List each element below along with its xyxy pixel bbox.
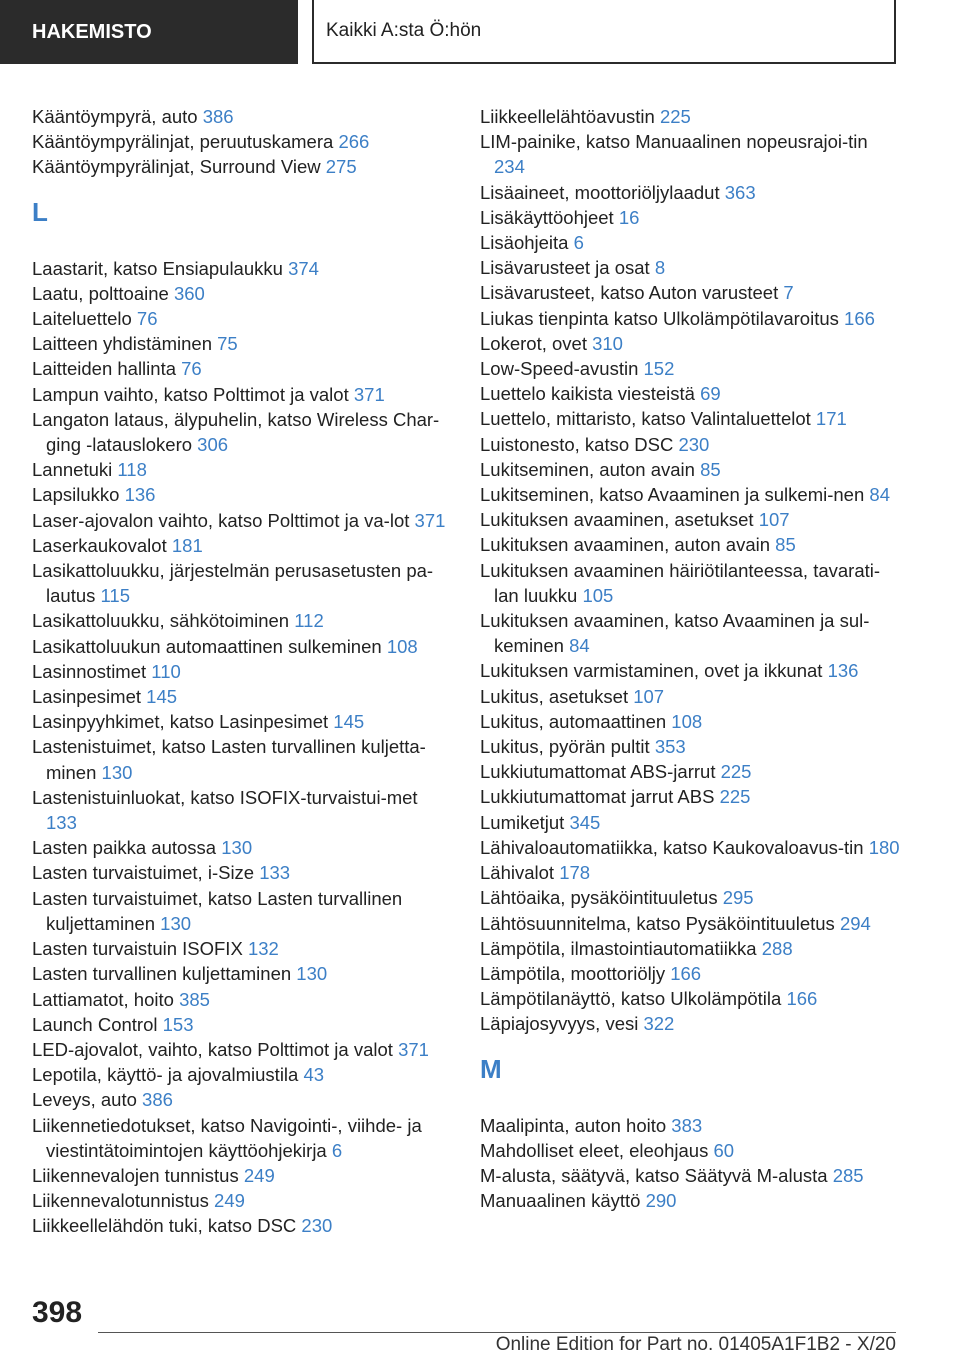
entry-text: M-alusta, säätyvä, katso Säätyvä M-alusta (480, 1164, 828, 1186)
page-link[interactable]: 108 (671, 710, 703, 732)
page-link[interactable]: 181 (171, 534, 203, 556)
page-link[interactable]: 60 (713, 1139, 735, 1161)
entry-text: Lasten turvallinen kuljettaminen (32, 963, 292, 985)
index-entry (32, 860, 452, 885)
entry-text: Lukituksen avaaminen, katso Avaaminen ja sul-keminen (480, 610, 870, 657)
index-entry (480, 1113, 900, 1138)
entry-text: Lokerot, ovet (480, 332, 587, 354)
page-link[interactable]: 108 (386, 635, 418, 657)
page-link[interactable]: 130 (296, 963, 328, 985)
page-link[interactable]: 294 (839, 912, 871, 934)
index-entry (32, 331, 452, 356)
edition-note: Online Edition for Part no. 01405A1F1B2 - X/20 (495, 1334, 896, 1355)
entry-text: Kääntöympyrä, auto (32, 106, 198, 127)
index-entry (480, 1138, 900, 1163)
entry-text: Lähtöaika, pysäköintituuletus (480, 887, 718, 909)
entry-text: Lasikattoluukku, järjestelmän perusasetusten pa-lautus (32, 560, 434, 607)
entry-text: Liikennetiedotukset, katso Navigointi-, viihde- ja viestintätoimintojen käyttöohjekirja (32, 1114, 422, 1161)
entry-text: Lukituksen avaaminen, asetukset (480, 509, 754, 531)
index-entry (480, 911, 900, 936)
entry-text: Lisäaineet, moottoriöljylaadut (480, 181, 720, 203)
index-entry (480, 1011, 900, 1036)
footer-divider (98, 1332, 896, 1333)
index-entry (32, 709, 452, 734)
entry-text: Läpiajosyvyys, vesi (480, 1013, 639, 1035)
page-link[interactable]: 374 (288, 257, 319, 279)
index-entry (32, 936, 452, 961)
index-entry (480, 734, 900, 759)
index-entry (32, 1012, 452, 1037)
entry-text: Lähtösuunnitelma, katso Pysäköintituuletus (480, 912, 835, 934)
page-link[interactable]: 275 (325, 156, 357, 178)
index-entry (32, 533, 452, 558)
entry-text: Laitteen yhdistäminen (32, 333, 212, 355)
page-link[interactable]: 249 (214, 1190, 245, 1212)
page-link[interactable]: 249 (243, 1164, 275, 1186)
page-link[interactable]: 322 (643, 1013, 675, 1035)
index-entry (32, 1113, 452, 1163)
page-link[interactable]: 288 (761, 937, 793, 959)
entry-text: Lapsilukko (32, 484, 120, 506)
entry-text: Lasinnostimet (32, 660, 147, 682)
index-entry (480, 709, 900, 734)
page-link[interactable]: 225 (720, 761, 752, 783)
entry-text: Lannetuki (32, 459, 113, 481)
index-entry (480, 230, 900, 255)
index-column-left (32, 104, 452, 1239)
page-link[interactable]: 85 (700, 458, 721, 480)
entry-text: Lepotila, käyttö- ja ajovalmiustila (32, 1064, 299, 1086)
index-entry (480, 1163, 900, 1188)
entry-text: Liukas tienpinta katso Ulkolämpötilavaroitus (480, 307, 839, 329)
entry-text: Laatu, polttoaine (32, 282, 169, 304)
page-link[interactable]: 353 (654, 736, 686, 758)
page-link[interactable]: 152 (643, 358, 675, 380)
page-link[interactable]: 75 (217, 333, 238, 355)
page-link[interactable]: 230 (678, 433, 710, 455)
entry-text: Lukitus, pyörän pultit (480, 736, 650, 758)
page-link[interactable]: 225 (659, 106, 691, 127)
index-entry (480, 532, 900, 557)
page-link[interactable]: 306 (197, 434, 229, 456)
page-link[interactable]: 383 (671, 1114, 703, 1136)
index-letter-heading: L (32, 196, 48, 227)
index-letter-heading: M (480, 1053, 502, 1084)
page-number: 398 (32, 1296, 83, 1329)
page-link[interactable]: 130 (221, 837, 253, 859)
entry-text: Lastenistuimet, katso Lasten turvallinen kuljetta-minen (32, 736, 426, 783)
entry-text: Lukkiutumattomat ABS-jarrut (480, 761, 716, 783)
page-link[interactable]: 371 (353, 383, 385, 405)
page-link[interactable]: 166 (670, 962, 702, 984)
page-link[interactable]: 360 (173, 282, 205, 304)
index-entry (32, 1087, 452, 1112)
page-link[interactable]: 136 (124, 484, 156, 506)
index-entry (480, 860, 900, 885)
index-entry (32, 356, 452, 381)
index-entry (32, 835, 452, 860)
entry-text: Lukitseminen, auton avain (480, 458, 695, 480)
entry-text: Mahdolliset eleet, eleohjaus (480, 1139, 709, 1161)
index-entry (32, 987, 452, 1012)
page-link[interactable]: 69 (700, 383, 721, 405)
index-column-right (480, 104, 900, 1213)
entry-text: Kääntöympyrälinjat, peruutuskamera (32, 131, 334, 153)
page-link[interactable]: 130 (160, 912, 192, 934)
entry-text: Luettelo, mittaristo, katso Valintaluettelot (480, 408, 811, 430)
page-link[interactable]: 180 (868, 836, 900, 858)
entry-text: Lämpötilanäyttö, katso Ulkolämpötila (480, 988, 782, 1010)
index-entry (480, 784, 900, 809)
index-entry (32, 684, 452, 709)
page-link[interactable]: 153 (162, 1013, 194, 1035)
index-entry (32, 1037, 452, 1062)
index-entry (32, 734, 452, 784)
index-entry (480, 255, 900, 280)
page-link[interactable]: 76 (181, 358, 202, 380)
entry-text: Lasinpesimet (32, 686, 142, 708)
page-link[interactable]: 345 (569, 811, 601, 833)
entry-text: Laiteluettelo (32, 308, 132, 330)
header-title: Kaikki A:sta Ö:hön (312, 0, 896, 64)
index-entry (32, 104, 452, 129)
page-link[interactable]: 225 (719, 786, 751, 808)
page-link[interactable]: 166 (786, 988, 818, 1010)
entry-text: Lasten turvaistuimet, i-Size (32, 862, 255, 884)
entry-text: Lasikattoluukku, sähkötoiminen (32, 610, 290, 632)
index-entry (32, 608, 452, 633)
index-entry (480, 129, 900, 179)
index-entry (480, 104, 900, 129)
index-entry (480, 810, 900, 835)
entry-text: Lasinpyyhkimet, katso Lasinpesimet (32, 711, 329, 733)
entry-text: Liikkeellelähdön tuki, katso DSC (32, 1215, 297, 1237)
page-link[interactable]: 110 (151, 660, 181, 682)
entry-text: Leveys, auto (32, 1089, 137, 1111)
page-link[interactable]: 363 (724, 181, 756, 203)
index-entry (480, 936, 900, 961)
page-link[interactable]: 105 (582, 584, 614, 606)
page-link[interactable]: 115 (100, 585, 131, 607)
index-entry (32, 482, 452, 507)
entry-text: Lasikattoluukun automaattinen sulkeminen (32, 635, 382, 657)
section-tab: HAKEMISTO (0, 0, 298, 64)
entry-text: Luistonesto, katso DSC (480, 433, 674, 455)
page-link[interactable]: 290 (645, 1190, 677, 1212)
page-link[interactable]: 234 (494, 156, 525, 178)
entry-text: Kääntöympyrälinjat, Surround View (32, 156, 321, 178)
page-link[interactable]: 43 (303, 1064, 325, 1086)
page-link[interactable]: 84 (569, 635, 590, 657)
entry-text: Liikennevalotunnistus (32, 1190, 209, 1212)
index-entry (480, 432, 900, 457)
entry-text: Laser-ajovalon vaihto, katso Polttimot ja va-lot (32, 509, 410, 531)
index-entry (32, 886, 452, 936)
entry-text: Lukitus, automaattinen (480, 710, 667, 732)
page-link[interactable]: 386 (202, 106, 234, 127)
entry-text: Low-Speed-avustin (480, 358, 639, 380)
page-link[interactable]: 8 (654, 257, 666, 279)
index-entry (32, 457, 452, 482)
page-link[interactable]: 7 (783, 282, 794, 304)
index-entry (480, 507, 900, 532)
index-entry (480, 885, 900, 910)
index-entry (480, 205, 900, 230)
index-entry (480, 684, 900, 709)
entry-text: Lukkiutumattomat jarrut ABS (480, 786, 715, 808)
entry-text: Lumiketjut (480, 811, 565, 833)
index-entry (32, 558, 452, 608)
entry-text: Lattiamatot, hoito (32, 988, 174, 1010)
page-link[interactable]: 112 (294, 610, 324, 632)
entry-text: LED-ajovalot, vaihto, katso Polttimot ja valot (32, 1038, 393, 1060)
page-link[interactable]: 107 (758, 509, 790, 531)
entry-text: Lisäohjeita (480, 232, 569, 254)
page-link[interactable]: 85 (775, 534, 796, 556)
index-entry (480, 356, 900, 381)
entry-text: Lisäkäyttöohjeet (480, 206, 614, 228)
index-entry (480, 658, 900, 683)
page-link[interactable]: 145 (333, 711, 365, 733)
index-entry (480, 608, 900, 658)
entry-text: Lukituksen varmistaminen, ovet ja ikkunat (480, 660, 823, 682)
index-entry (32, 508, 452, 533)
entry-text: Launch Control (32, 1013, 158, 1035)
page-link[interactable]: 371 (414, 509, 446, 531)
index-entry (32, 129, 452, 154)
index-entry (480, 457, 900, 482)
entry-text: Lampun vaihto, katso Polttimot ja valot (32, 383, 349, 405)
entry-text: Laastarit, katso Ensiapulaukku (32, 257, 283, 279)
entry-text: Luettelo kaikista viesteistä (480, 383, 695, 405)
entry-text: Lukitus, asetukset (480, 685, 629, 707)
page-link[interactable]: 130 (101, 761, 133, 783)
index-entry (32, 785, 452, 835)
page-link[interactable]: 230 (301, 1215, 333, 1237)
page-link[interactable]: 266 (338, 131, 370, 153)
index-entry (32, 154, 452, 179)
page-link[interactable]: 132 (247, 938, 279, 960)
entry-text: Lämpötila, ilmastointiautomatiikka (480, 937, 757, 959)
entry-text: Langaton lataus, älypuhelin, katso Wireless Char-ging -latauslokero (32, 408, 440, 456)
index-entry (480, 180, 900, 205)
entry-text: Lasten paikka autossa (32, 837, 217, 859)
page-link[interactable]: 145 (146, 686, 178, 708)
page-link[interactable]: 16 (618, 206, 640, 228)
page-link[interactable]: 76 (136, 308, 158, 330)
index-entry (32, 961, 452, 986)
index-entry (32, 659, 452, 684)
index-entry (480, 986, 900, 1011)
entry-text: Laserkaukovalot (32, 534, 167, 556)
entry-text: Lisävarusteet ja osat (480, 257, 650, 279)
page-link[interactable]: 166 (844, 307, 875, 329)
index-entry (32, 1188, 452, 1213)
index-entry (32, 382, 452, 407)
page-link[interactable]: 136 (827, 660, 859, 682)
entry-text: Manuaalinen käyttö (480, 1190, 641, 1212)
entry-text: Lasten turvaistuimet, katso Lasten turvallinen kuljettaminen (32, 887, 403, 934)
entry-text: Lähivalot (480, 862, 555, 884)
index-entry (32, 281, 452, 306)
page-header (0, 0, 960, 66)
page-link[interactable]: 107 (633, 685, 665, 707)
page-link[interactable]: 385 (179, 988, 210, 1010)
index-entry (480, 558, 900, 608)
index-entry (480, 381, 900, 406)
entry-text: LIM-painike, katso Manuaalinen nopeusrajoi-tin (480, 131, 868, 153)
entry-text: Lasten turvaistuin ISOFIX (32, 938, 243, 960)
index-entry (32, 256, 452, 281)
index-entry (480, 961, 900, 986)
page-link[interactable]: 171 (815, 408, 847, 430)
index-entry (32, 634, 452, 659)
index-entry (480, 835, 900, 860)
page-link[interactable]: 6 (573, 232, 584, 254)
page-link[interactable]: 178 (559, 862, 591, 884)
index-entry (480, 406, 900, 431)
entry-text: Lämpötila, moottoriöljy (480, 962, 666, 984)
index-entry (32, 1062, 452, 1087)
page-link[interactable]: 310 (592, 332, 623, 354)
page-link[interactable]: 133 (259, 862, 291, 884)
entry-text: Lukitseminen, katso Avaaminen ja sulkemi-nen (480, 484, 865, 506)
index-entry (32, 1213, 452, 1238)
index-entry (480, 331, 900, 356)
entry-text: Lastenistuinluokat, katso ISOFIX-turvaistui-met (32, 786, 418, 808)
page-link[interactable]: 133 (46, 812, 77, 834)
entry-text: Maalipinta, auton hoito (480, 1114, 667, 1136)
entry-text: Lisävarusteet, katso Auton varusteet (480, 282, 779, 304)
entry-text: Lähivaloautomatiikka, katso Kaukovaloavus-tin (480, 836, 864, 858)
page-link[interactable]: 285 (832, 1164, 864, 1186)
index-entry (480, 280, 900, 305)
entry-text: Liikkeellelähtöavustin (480, 106, 655, 127)
page-link[interactable]: 6 (331, 1139, 343, 1161)
page-link[interactable]: 295 (722, 887, 754, 909)
page-link[interactable]: 386 (142, 1089, 173, 1111)
entry-text: Lukituksen avaaminen, auton avain (480, 534, 771, 556)
page-link[interactable]: 371 (398, 1038, 429, 1060)
page-link[interactable]: 118 (117, 459, 147, 481)
index-entry (480, 1188, 900, 1213)
index-entry (480, 482, 900, 507)
index-entry (32, 306, 452, 331)
entry-text: Laitteiden hallinta (32, 358, 176, 380)
page-link[interactable]: 84 (869, 484, 890, 506)
entry-text: Lukituksen avaaminen häiriötilanteessa, tavarati-lan luukku (480, 559, 881, 606)
entry-text: Liikennevalojen tunnistus (32, 1164, 239, 1186)
index-entry (480, 306, 900, 331)
index-entry (32, 407, 452, 457)
index-entry (480, 759, 900, 784)
index-entry (32, 1163, 452, 1188)
